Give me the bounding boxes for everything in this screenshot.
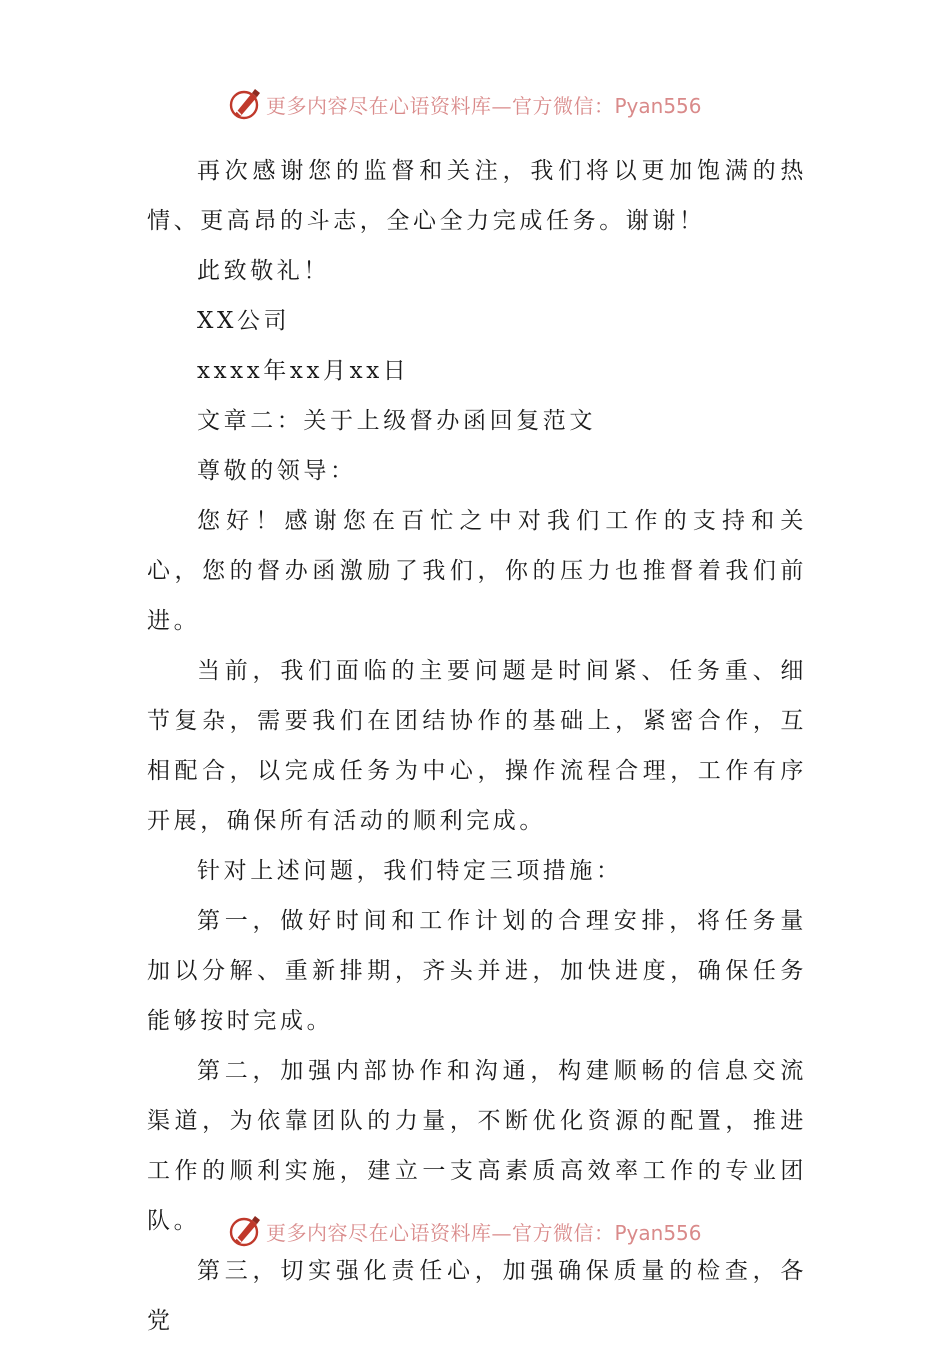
paragraph: 此致敬礼！	[197, 258, 330, 284]
header-banner	[228, 84, 748, 124]
paragraph: XX公司	[197, 308, 291, 334]
paragraph: 您好！感谢您在百忙之中对我们工作的支持和关心，您的督办函激励了我们，你的压力也推督着我们前进。	[147, 508, 807, 634]
paragraph: xxxx年xx月xx日	[197, 358, 410, 384]
salutation: 尊敬的领导：	[197, 458, 357, 484]
paragraph: 再次感谢您的监督和关注，我们将以更加饱满的热情、更高昂的斗志，全心全力完成任务。谢谢！	[147, 158, 807, 234]
header-banner-text: 更多内容尽在心语资料库—官方微信：	[266, 93, 615, 118]
footer-banner-text: 更多内容尽在心语资料库—官方微信：	[266, 1220, 615, 1245]
paragraph: 第二，加强内部协作和沟通，构建顺畅的信息交流渠道，为依靠团队的力量，不断优化资源的配置，推进工作的顺利实施，建立一支高素质高效率工作的专业团队。	[147, 1058, 807, 1234]
footer-banner	[228, 1211, 748, 1251]
header-wechat-id[interactable]: Pyan556	[614, 93, 702, 118]
paragraph: 第三，切实强化责任心，加强确保质量的检查，各党	[147, 1258, 807, 1334]
paragraph: 第一，做好时间和工作计划的合理安排，将任务量加以分解、重新排期，齐头并进，加快进度，确保任务能够按时完成。	[147, 908, 807, 1034]
paragraph: 当前，我们面临的主要问题是时间紧、任务重、细节复杂，需要我们在团结协作的基础上，紧密合作，互相配合，以完成任务为中心，操作流程合理，工作有序开展，确保所有活动的顺利完成。	[147, 658, 807, 834]
pen-logo-icon	[228, 1214, 262, 1248]
footer-wechat-id[interactable]: Pyan556	[614, 1220, 702, 1245]
article-title: 文章二：关于上级督办函回复范文	[197, 408, 596, 434]
paragraph: 针对上述问题，我们特定三项措施：	[197, 858, 623, 884]
document-body	[147, 146, 807, 1346]
pen-logo-icon	[228, 87, 262, 121]
